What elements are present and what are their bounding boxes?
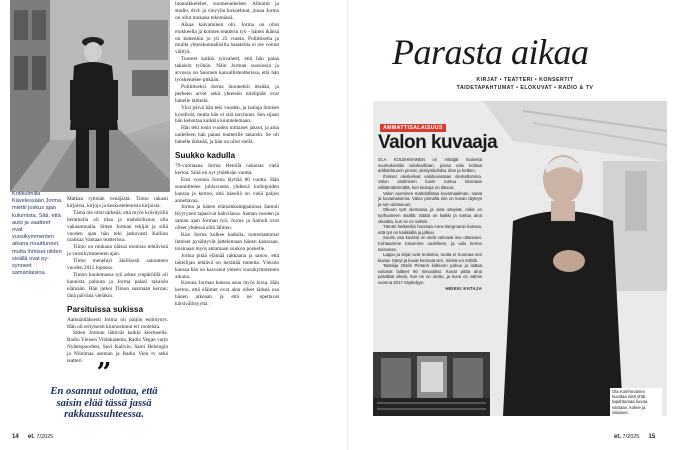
paragraph: Hän teki tosin vuoden mittaiset jaksot, ja aina uudelleen hän palasi teatterille takaisin. Se oli hänelle tärkeää, ja hän on ollut siellä. <box>175 125 279 146</box>
quote-mark-icon: ” <box>96 358 112 388</box>
article-title: Valon kuvaaja <box>378 132 498 153</box>
paragraph: Timon kuolemassa työ arkea ympäröillä oli kaunista paluuta ja Jorma palasi takaisin elämään. Hän jatkoi Timon saarnaan kerran; tänä päivänä vieläkin. <box>67 271 168 299</box>
paragraph: Sitten Jorman lähtivät kaikki kiertueelle. Radio Yleisen Viidakasema, Radio Vegan varjo Nyhetspoodien, Suvi Kalivio, Sami Helsingin ja Niinimaa aseman ja Radio Vien tv sekä teatteri. <box>67 330 168 365</box>
paragraph: Suurin osa kuvista on vielä vahvasti itse ottamiani. Kohtaamme toisemme uudelleen, ja valo kertoo tarinansa. <box>378 235 482 252</box>
issue-number: 7/2025 <box>622 434 640 440</box>
magazine-logo: et. <box>614 434 622 440</box>
paragraph: Olkoon työt olemassa ja aina sävyisä, mikä on työhuoneen sisällä. Säätä on kaikki ja tuntuu aina oikealta, kun se on valmis. <box>378 207 482 224</box>
paragraph: Matkan ryhmän venäjästä. Tiimo rakasti kirjoista, kirjoja ja keskustelemista kirjoista. <box>67 196 168 209</box>
paragraph: Tämän hetkenkin huomaa Anne Bergmanin kanssa, että työ on kaikkialla ja jatkuu. <box>378 224 482 235</box>
paragraph: Tuoreet kaikki työvaheet, että hän palaa takaisin työhön. Näin Jorman suosiossa ja arvossa on Suomen kansallisteatterissa, että hän työskentelee pitkään. <box>175 56 279 83</box>
section-subtitle-line: KIRJAT • TEATTERI • KONSERTIT <box>476 77 574 83</box>
article-column-left <box>67 196 168 365</box>
paragraph: Jorma ja hänen elämänkumppaninsa Samuli Hyyrynen tapasivat kahvilassa. Saman vuoden ja saman ajan Jorman työ, Jorma ja Samuli ovat olleet yhdessä siitä lähtien. <box>175 204 279 232</box>
pull-quote <box>40 358 168 421</box>
paragraph: OLA KOLEHMAINEN on mittäjät maineitä suurkokoisilla valokuvillaan, joissa valo kohtaa arkkitehtuurin pinnat, yksityiskohdat, tilan ja hetken. <box>378 157 482 174</box>
paragraph: Kun Jorma kulkee kadulla, tuntemattomat ihmiset pysähtyvät juttelemaan hänen kanssaan, toisinaan myös antamaan suukon poskelle. <box>175 232 279 252</box>
cinema-interior-photo <box>373 352 490 416</box>
paragraph: luonnikkelehet, suomeniekelset. Albumit ja studio, dvd- ja vinyylin kokoelmat, joissa Jorma on ollut mukana tekemässä. <box>175 1 279 21</box>
paragraph: Lappu ja kirjat ovat teoksina, mutta ei huomaa sen kuvaa. Sävyt ja kuvat kertovat sen, minkä voi nähdä. <box>378 252 482 263</box>
paragraph: Kotona Jorman kanssa asuu myös kissa. Hän kertoo, että eläimet ovat aina olleet tärkeä osa hänen arkeaan ja että ne opettavat kärsivällisyyttä. <box>175 280 279 308</box>
paragraph: Ihmiset oleskelivat valokuvissaan olemattomina. Valon aistiminen kuvin tuntuu toisinaan välttämättömältä, kun katsoja on tilassa. <box>378 173 482 190</box>
paragraph: Ensi vuonna Jorma täyttää 80 vuotta. Hän suunnittelee juhlavuotta yhdessä kollegoiden kanssa ja kertoo, että hänellä on vielä paljon annettavaa. <box>175 176 279 204</box>
pull-quote-text: En osannut odottaa, että saisin elää tässä jassä rakkaussuhteessa. <box>50 386 158 420</box>
paragraph: Aikaa kaivaminen ohi. Jorma on ollut elokkeella ja kolmen teatterin työ - hänen ikänsä on kuitenkin jo yli 25 vuotta. Poliittiselta ja muilta yhteiskunnallisilta haasteilta ei ole voinut välttyä. <box>175 21 279 56</box>
subheading: Suukko kadulla <box>175 151 236 161</box>
photo-caption: Ola Kolehmainen kuvittaa niitä yhtä tapahtumaa kuvaa vastaan, kokee ja valaisee. <box>610 388 662 416</box>
photo-caption: Kotikulmilla Kävelessään Jorma miettii joskus ajan kulumista. Sitä, että auto ja vaatteet ovat vuosikymmenten aikana muuttuneet, mutta ihmiset niiden sisällä ovat py-synneet samanlaisina. <box>12 191 62 277</box>
feature-article-column <box>378 157 482 347</box>
right-page-footer <box>614 434 655 440</box>
issue-number: 7/2025 <box>36 434 54 440</box>
section-subtitle-line: TAIDETAPAHTUMAT • ELOKUVAT • RADIO & TV <box>456 84 594 91</box>
paragraph: Tiimo on mukana näissä monista tehtävistä ja vuosikymmenten ajan. <box>67 244 168 258</box>
paragraph: Yksi päivä hän teki vuoden, ja laulaja ihmiset kyselivät, mutta hän ei sitä tarvinnut. Sen sijaan hän kehottaa kaikkia kuuntelemaan. <box>175 104 279 125</box>
paragraph: Aamuäidäksesti Jorma oli paljon esiintynyt. Hän oli erityisesti kiinnostunut eri rooleista. <box>67 316 168 330</box>
section-title: Parasta aikaa <box>392 32 589 72</box>
street-portrait-photo <box>10 0 170 192</box>
byline: HEIKKI KATAJA <box>445 285 482 291</box>
paragraph: Tiimo menehtyi äkillisesti sairauteen vuoden 2015 lopussa. <box>67 258 168 272</box>
paragraph: Tämä ole ollut tärkeää, että myös kriisityöllä hemmolla oli tilaa ja mahdollisuus olla vakaammalla. Sitten Jorman tekijät ja sillä vuoden ajan hän teki jatkuvasti Kallion urakkaa Vantaan teatterissa. <box>67 209 168 244</box>
paragraph: Jorma pitää elämää rakkaana ja sanoo, että taiteilijan tehtävä on herättää tunteita. Yleisön kanssa hän on kasvanut yhteen vuosikymmenten aikana. <box>175 252 279 280</box>
page-gutter <box>347 0 349 450</box>
page-number: 15 <box>648 434 656 440</box>
paragraph: Taiteilija Olafin Pietarin kirkkoon puhuu ja laittaa valoisat laitteet 60 minuutiksi. Kuvat pitää aina päivittää oikein, kun ne on otettu, ja kuva on valmis vuonna 2017 näyttelyyn. <box>378 263 482 286</box>
magazine-logo: et. <box>27 434 35 440</box>
paragraph: Poliittiseksi Jorma luonnehtii itseään, ja perheen arvot sekä yhteisön mielipide ovat hänelle tärkeitä. <box>175 83 279 104</box>
paragraph: Valon tuominen mahdollistaa kuvamaailman, sanat ja kuvamaisema. Valon pinnalla niin on kuvan täyteys ja sen ulottuvuus. <box>378 190 482 207</box>
category-badge: AMMATTISALAISUUS <box>380 124 446 132</box>
section-subtitle <box>440 77 610 92</box>
subheading: Parsituissa sukissa <box>67 304 144 314</box>
article-column-right <box>175 1 279 426</box>
left-page-footer <box>12 434 53 440</box>
page-number: 14 <box>12 434 19 440</box>
paragraph: 79-vuotiaana Jorma Hentilä rakastaa vielä kertoa. Siitä on nyt yhdeksän vuotta. <box>175 163 279 176</box>
